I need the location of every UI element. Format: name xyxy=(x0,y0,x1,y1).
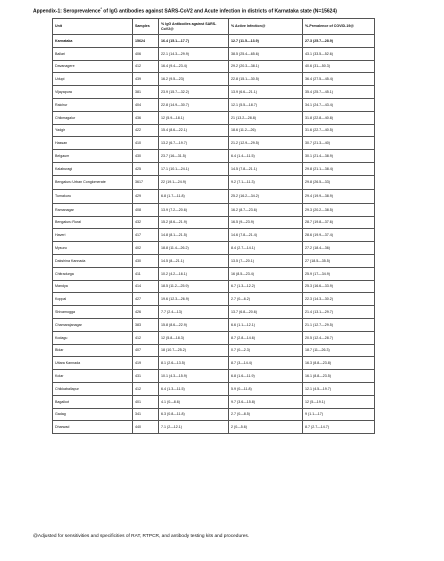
cell-prevalence: 30.7 (21.3—40) xyxy=(303,137,375,150)
header-prevalence: %-Prevalence of COVID-19@ xyxy=(303,19,375,35)
cell-prevalence: 28.7 (19.8—37.6) xyxy=(303,216,375,229)
cell-active: 16 (8.5—23.4) xyxy=(229,267,303,280)
table-row xyxy=(53,331,375,344)
table-row xyxy=(53,318,375,331)
cell-active: 18.6 (11.2—26) xyxy=(229,124,303,137)
table-row xyxy=(53,73,375,86)
table-row xyxy=(53,98,375,111)
table-row xyxy=(53,203,375,216)
seroprevalence-table xyxy=(52,18,375,434)
cell-prevalence: 21.4 (13.1—29.7) xyxy=(303,306,375,319)
cell-prevalence: 27.2 (18.4—36) xyxy=(303,242,375,255)
cell-igg: 22.8 (14.9—30.7) xyxy=(159,98,229,111)
cell-prevalence: 30.1 (21.4—38.9) xyxy=(303,150,375,163)
cell-unit: Karnataka xyxy=(53,35,133,48)
cell-prevalence: 27.3 (25.7—28.9) xyxy=(303,35,375,48)
cell-unit: Vijayapura xyxy=(53,86,133,99)
cell-igg: 13.2 (6.7—19.7) xyxy=(159,137,229,150)
cell-igg: 19.6 (12.3—26.9) xyxy=(159,293,229,306)
cell-active: 9.2 (7.1—11.3) xyxy=(229,175,303,189)
cell-samples: 431 xyxy=(133,370,159,383)
table-row xyxy=(53,124,375,137)
cell-samples: 432 xyxy=(133,216,159,229)
cell-prevalence: 21.1 (12.7—29.5) xyxy=(303,318,375,331)
cell-samples: 440 xyxy=(133,421,159,434)
cell-active: 14.6 (7.8—21.4) xyxy=(229,229,303,242)
table-row xyxy=(53,267,375,280)
cell-igg: 8.1 (2.6—13.5) xyxy=(159,357,229,370)
cell-active: 16.5 (9—23.9) xyxy=(229,216,303,229)
cell-unit: Haveri xyxy=(53,229,133,242)
cell-unit: Kalaburagi xyxy=(53,162,133,175)
cell-igg: 15.2 (8.6—21.9) xyxy=(159,216,229,229)
cell-active: 2.7 (0—6.2) xyxy=(229,293,303,306)
cell-active: 13.5 (7—20.1) xyxy=(229,254,303,267)
header-samples: Samples xyxy=(133,19,159,35)
cell-active: 8.4 (2.7—14.1) xyxy=(229,242,303,255)
cell-prevalence: 25.3 (16.6—33.9) xyxy=(303,280,375,293)
cell-igg: 7.7 (2.4—13) xyxy=(159,306,229,319)
table-row xyxy=(53,150,375,163)
table-row xyxy=(53,60,375,73)
cell-active: 6.8 (1.6—11.9) xyxy=(229,370,303,383)
cell-samples: 15624 xyxy=(133,35,159,48)
page-title: Appendix-1: Seroprevalence* of IgG antibodies against SARS-CoV2 and Acute infection in districts of Karnataka state (N=15624) xyxy=(33,7,337,15)
cell-active: 8.7 (3—14.4) xyxy=(229,357,303,370)
cell-samples: 412 xyxy=(133,331,159,344)
cell-samples: 404 xyxy=(133,98,159,111)
cell-samples: 430 xyxy=(133,254,159,267)
cell-prevalence: 29.8 (26.5—33) xyxy=(303,175,375,189)
cell-active: 25.2 (16.2—34.2) xyxy=(229,189,303,203)
cell-igg: 16.4 (9.4—23.4) xyxy=(159,60,229,73)
cell-unit: Tumakuru xyxy=(53,189,133,203)
table-row xyxy=(53,254,375,267)
cell-samples: 417 xyxy=(133,229,159,242)
cell-samples: 429 xyxy=(133,189,159,203)
footnote: @Adjusted for sensitivities and specificities of RAT, RTPCR, and antibody testing kits and procedures. xyxy=(33,534,250,539)
cell-samples: 412 xyxy=(133,60,159,73)
cell-samples: 436 xyxy=(133,111,159,124)
cell-igg: 17.1 (10.1—24.1) xyxy=(159,162,229,175)
cell-prevalence: 16.1 (8.8—23.5) xyxy=(303,370,375,383)
cell-igg: 12 (5.8—18.3) xyxy=(159,331,229,344)
cell-active: 22.8 (15.1—30.5) xyxy=(229,73,303,86)
cell-unit: Udupi xyxy=(53,73,133,86)
cell-unit: Bengaluru Urban Conglomerate xyxy=(53,175,133,189)
cell-active: 13.7 (6.8—20.6) xyxy=(229,306,303,319)
cell-samples: 412 xyxy=(133,382,159,395)
cell-active: 2 (0—5.6) xyxy=(229,421,303,434)
table-row xyxy=(53,370,375,383)
table-row xyxy=(53,280,375,293)
cell-active: 38.5 (25.4—65.6) xyxy=(229,47,303,60)
cell-active: 9.7 (3.6—15.8) xyxy=(229,395,303,408)
cell-igg: 6.8 (1.7—11.8) xyxy=(159,189,229,203)
table-row xyxy=(53,216,375,229)
cell-igg: 23.9 (15.7—32.2) xyxy=(159,86,229,99)
cell-igg: 4.1 (0—8.6) xyxy=(159,395,229,408)
cell-igg: 23.7 (16—31.5) xyxy=(159,150,229,163)
cell-active: 2.7 (0—8.5) xyxy=(229,408,303,421)
cell-igg: 12 (5.9—18.1) xyxy=(159,111,229,124)
cell-igg: 13.9 (7.2—20.6) xyxy=(159,203,229,216)
table-row xyxy=(53,344,375,357)
cell-unit: Chikkaballapur xyxy=(53,382,133,395)
cell-active: 29.2 (20.3—38.1) xyxy=(229,60,303,73)
cell-unit: Chikmagalur xyxy=(53,111,133,124)
cell-unit: Shivamogga xyxy=(53,306,133,319)
cell-igg: 7.1 (2—12.1) xyxy=(159,421,229,434)
cell-prevalence: 43.1 (33.5—52.6) xyxy=(303,47,375,60)
table-row xyxy=(53,162,375,175)
cell-samples: 411 xyxy=(133,267,159,280)
table-row xyxy=(53,357,375,370)
cell-samples: 3617 xyxy=(133,175,159,189)
table-row xyxy=(53,293,375,306)
cell-unit: Bagalkot xyxy=(53,395,133,408)
cell-active: 16.2 (8.7—23.6) xyxy=(229,203,303,216)
cell-active: 21 (13.2—28.8) xyxy=(229,111,303,124)
cell-samples: 401 xyxy=(133,395,159,408)
cell-prevalence: 20.5 (12.4—28.7) xyxy=(303,331,375,344)
header-unit: Unit xyxy=(53,19,133,35)
cell-prevalence: 31.8 (22.8—40.8) xyxy=(303,111,375,124)
table-row xyxy=(53,35,375,48)
table-header-row xyxy=(53,19,375,35)
cell-active: 5.9 (0—11.8) xyxy=(229,382,303,395)
cell-igg: 10.2 (4.2—16.1) xyxy=(159,267,229,280)
cell-igg: 15.8 (8.6—22.9) xyxy=(159,318,229,331)
cell-active: 12.7 (11.5—13.9) xyxy=(229,35,303,48)
cell-unit: Kodagu xyxy=(53,331,133,344)
cell-active: 14.5 (7.8—21.1) xyxy=(229,162,303,175)
table-row xyxy=(53,382,375,395)
cell-active: 13.9 (6.6—21.1) xyxy=(229,86,303,99)
table-row xyxy=(53,421,375,434)
cell-prevalence: 16.3 (8.8—23.8) xyxy=(303,357,375,370)
cell-igg: 22 (19.1—24.9) xyxy=(159,175,229,189)
cell-unit: Raichur xyxy=(53,98,133,111)
cell-samples: 402 xyxy=(133,242,159,255)
cell-active: 0.7 (0—2.3) xyxy=(229,344,303,357)
cell-unit: Davanagere xyxy=(53,60,133,73)
cell-unit: Bidar xyxy=(53,344,133,357)
cell-unit: Mandya xyxy=(53,280,133,293)
cell-igg: 18.8 (11.4—26.2) xyxy=(159,242,229,255)
cell-igg: 14.8 (8.1—21.5) xyxy=(159,229,229,242)
cell-unit: Koppal xyxy=(53,293,133,306)
cell-samples: 427 xyxy=(133,293,159,306)
cell-samples: 341 xyxy=(133,408,159,421)
cell-samples: 414 xyxy=(133,280,159,293)
table-row xyxy=(53,175,375,189)
cell-samples: 426 xyxy=(133,306,159,319)
cell-prevalence: 35.4 (25.7—45.1) xyxy=(303,86,375,99)
cell-prevalence: 40.6 (31—50.3) xyxy=(303,60,375,73)
cell-active: 8.7 (2.8—14.6) xyxy=(229,331,303,344)
cell-unit: Yadgir xyxy=(53,124,133,137)
cell-igg: 6.4 (1.3—11.5) xyxy=(159,382,229,395)
cell-igg: 16.4 (15.1—17.7) xyxy=(159,35,229,48)
cell-prevalence: 29.3 (20.2—38.5) xyxy=(303,203,375,216)
cell-igg: 22.1 (14.3—29.9) xyxy=(159,47,229,60)
cell-prevalence: 8.7 (2.7—14.7) xyxy=(303,421,375,434)
cell-unit: Kolar xyxy=(53,370,133,383)
cell-prevalence: 9 (1.1—17) xyxy=(303,408,375,421)
cell-active: 6.4 (1.4—11.5) xyxy=(229,150,303,163)
cell-prevalence: 18.7 (11—26.3) xyxy=(303,344,375,357)
cell-unit: Ramanagar xyxy=(53,203,133,216)
cell-samples: 439 xyxy=(133,73,159,86)
cell-active: 6.7 (1.3—12.2) xyxy=(229,280,303,293)
cell-prevalence: 12.1 (4.5—19.7) xyxy=(303,382,375,395)
cell-samples: 408 xyxy=(133,203,159,216)
cell-samples: 430 xyxy=(133,150,159,163)
table-row xyxy=(53,242,375,255)
cell-samples: 422 xyxy=(133,124,159,137)
cell-igg: 10.1 (4.3—15.9) xyxy=(159,370,229,383)
cell-unit: Uttara Kannada xyxy=(53,357,133,370)
cell-prevalence: 36.4 (27.5—45.4) xyxy=(303,73,375,86)
cell-unit: Dakshina Kannada xyxy=(53,254,133,267)
cell-unit: Belgaum xyxy=(53,150,133,163)
cell-igg: 6.3 (0.8—11.8) xyxy=(159,408,229,421)
cell-igg: 14.5 (8—21.1) xyxy=(159,254,229,267)
table-row xyxy=(53,408,375,421)
cell-prevalence: 22.3 (14.3—30.2) xyxy=(303,293,375,306)
cell-prevalence: 29.8 (21.1—38.4) xyxy=(303,162,375,175)
cell-samples: 406 xyxy=(133,47,159,60)
cell-prevalence: 12 (5—19.1) xyxy=(303,395,375,408)
cell-samples: 425 xyxy=(133,162,159,175)
cell-samples: 381 xyxy=(133,86,159,99)
cell-prevalence: 31.6 (22.7—40.5) xyxy=(303,124,375,137)
table-row xyxy=(53,111,375,124)
table-row xyxy=(53,86,375,99)
cell-prevalence: 34.1 (24.7—43.4) xyxy=(303,98,375,111)
cell-igg: 16.2 (9.5—23) xyxy=(159,73,229,86)
cell-unit: Gadag xyxy=(53,408,133,421)
cell-active: 12.1 (5.5—18.7) xyxy=(229,98,303,111)
cell-unit: Ballari xyxy=(53,47,133,60)
cell-unit: Mysuru xyxy=(53,242,133,255)
table-row xyxy=(53,395,375,408)
header-igg: % IgG Antibodies against SARS-CoV2@ xyxy=(159,19,229,35)
cell-samples: 407 xyxy=(133,344,159,357)
cell-igg: 15.4 (8.6—22.1) xyxy=(159,124,229,137)
cell-prevalence: 29.4 (19.9—38.9) xyxy=(303,189,375,203)
cell-unit: Hassan xyxy=(53,137,133,150)
header-active-infection: % Active Infection@ xyxy=(229,19,303,35)
cell-prevalence: 28.6 (19.9—37.4) xyxy=(303,229,375,242)
cell-unit: Bengaluru Rural xyxy=(53,216,133,229)
table-row xyxy=(53,306,375,319)
cell-samples: 410 xyxy=(133,137,159,150)
cell-unit: Chamarajanagar xyxy=(53,318,133,331)
cell-igg: 18 (10.7—25.2) xyxy=(159,344,229,357)
cell-samples: 383 xyxy=(133,318,159,331)
cell-unit: Chitradurga xyxy=(53,267,133,280)
table-row xyxy=(53,47,375,60)
cell-active: 6.6 (1.1—12.1) xyxy=(229,318,303,331)
cell-prevalence: 25.9 (17—34.9) xyxy=(303,267,375,280)
table-row xyxy=(53,137,375,150)
table-row xyxy=(53,229,375,242)
cell-igg: 18.5 (11.2—25.9) xyxy=(159,280,229,293)
cell-active: 21.2 (12.9—29.5) xyxy=(229,137,303,150)
cell-prevalence: 27 (18.5—35.5) xyxy=(303,254,375,267)
table-row xyxy=(53,189,375,203)
cell-samples: 419 xyxy=(133,357,159,370)
cell-unit: Dharwad xyxy=(53,421,133,434)
